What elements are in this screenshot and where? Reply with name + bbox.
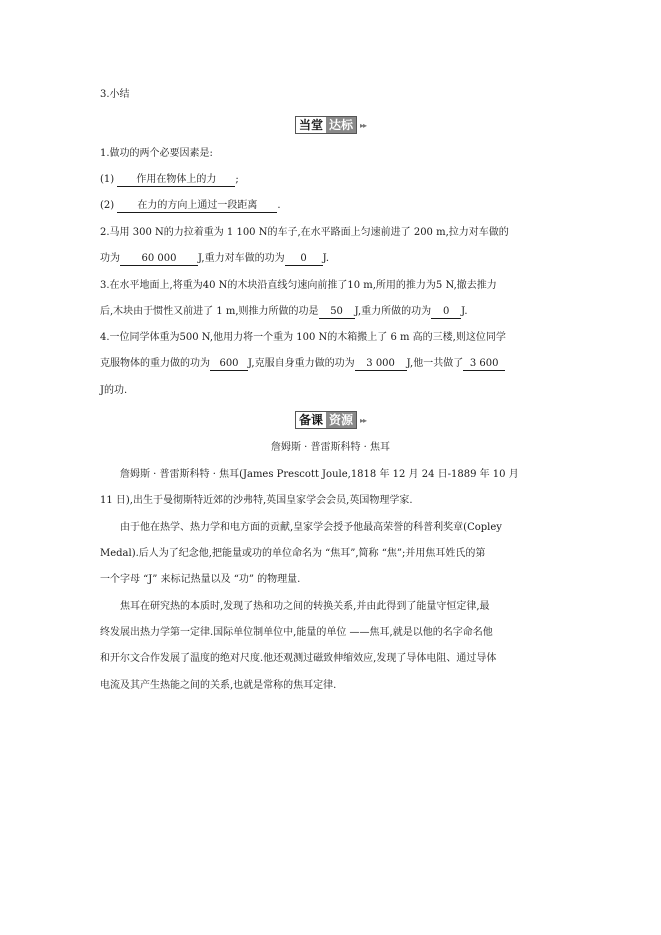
text-segment: J,克服自身重力做的功为 xyxy=(248,358,355,369)
paragraph-1-line-2: 11 日),出生于曼彻斯特近郊的沙弗特,英国皇家学会会员,英国物理学家. xyxy=(100,495,413,506)
text-segment: J. xyxy=(461,306,468,317)
text-segment: 功为 xyxy=(100,253,120,264)
question-3-line-1: 3.在水平地面上,将重为40 N的木块沿直线匀速向前推了10 m,所用的推力为5 N,撤去推力 xyxy=(100,280,497,291)
answer-blank: 50 xyxy=(319,306,355,319)
answer-blank: 作用在物体上的力 xyxy=(117,174,235,187)
banner-right-text: 达标 xyxy=(326,117,356,133)
part-label: (2) xyxy=(100,200,115,211)
answer-blank: 0 xyxy=(431,306,461,319)
banner-left-text: 备课 xyxy=(296,412,326,428)
answer-blank: 3 000 xyxy=(355,358,407,371)
punctuation: ; xyxy=(235,174,239,185)
banner-right-text: 资源 xyxy=(326,412,356,428)
paragraph-3-line-1: 焦耳在研究热的本质时,发现了热和功之间的转换关系,并由此得到了能量守恒定律,最 xyxy=(120,601,490,612)
question-1: 1.做功的两个必要因素是: xyxy=(100,148,213,159)
question-1-part-2 xyxy=(100,199,281,213)
text-segment: J,他一共做了 xyxy=(406,358,464,369)
question-4-line-3: J的功. xyxy=(100,385,128,396)
question-4-line-2 xyxy=(100,357,505,371)
paragraph-2-line-2: Medal).后人为了纪念他,把能量或功的单位命名为 “焦耳”,简称 “焦”;并用焦耳姓氏的第 xyxy=(100,548,486,559)
double-arrow-icon: ▸▸ xyxy=(360,415,367,425)
question-3-line-2 xyxy=(100,305,468,319)
double-arrow-icon: ▸▸ xyxy=(360,120,367,130)
paragraph-2-line-3: 一个字母 “J” 来标记热量以及 “功” 的物理量. xyxy=(100,574,301,585)
answer-blank: 在力的方向上通过一段距离 xyxy=(117,200,277,213)
text-segment: J. xyxy=(322,253,330,264)
paragraph-3-line-4: 电流及其产生热能之间的关系,也就是常称的焦耳定律. xyxy=(100,680,337,691)
answer-blank: 3 600 xyxy=(463,358,505,371)
text-segment: 后,木块由于惯性又前进了 1 m,则推力所做的功是 xyxy=(100,306,319,317)
paragraph-3-line-2: 终发展出热力学第一定律.国际单位制单位中,能量的单位 ——焦耳,就是以他的名字命名他 xyxy=(100,627,493,638)
answer-blank: 60 000 xyxy=(120,253,198,266)
question-4-line-1: 4.一位同学体重为500 N,他用力将一个重为 100 N的木箱搬上了 6 m 高的三楼,则这位同学 xyxy=(100,332,506,343)
banner-left-text: 当堂 xyxy=(296,117,326,133)
banner-lesson-resources xyxy=(0,411,661,429)
banner-classroom-check xyxy=(0,116,661,134)
paragraph-3-line-3: 和开尔文合作发展了温度的绝对尺度.他还观测过磁致伸缩效应,发现了导体电阻、通过导体 xyxy=(100,653,497,664)
question-2-line-2 xyxy=(100,252,329,266)
question-2-line-1: 2.马用 300 N的力拉着重为 1 100 N的车子,在水平路面上匀速前进了 200 m,拉力对车做的 xyxy=(100,227,509,238)
summary-heading: 3.小结 xyxy=(100,89,130,100)
text-segment: 克服物体的重力做的功为 xyxy=(100,358,210,369)
answer-blank: 600 xyxy=(210,358,248,371)
paragraph-2-line-1: 由于他在热学、热力学和电方面的贡献,皇家学会授予他最高荣誉的科普利奖章(Copley xyxy=(120,522,502,533)
paragraph-1-line-1: 詹姆斯 · 普雷斯科特 · 焦耳(James Prescott Joule,1818 年 12 月 24 日-1889 年 10 月 xyxy=(120,469,519,480)
text-segment: J,重力对车做的功为 xyxy=(198,253,285,264)
resource-title: 詹姆斯 · 普雷斯科特 · 焦耳 xyxy=(270,442,391,453)
part-label: (1) xyxy=(100,174,115,185)
answer-blank: 0 xyxy=(285,253,323,266)
text-segment: J,重力所做的功为 xyxy=(354,306,432,317)
punctuation: . xyxy=(277,200,281,211)
question-1-part-1 xyxy=(100,173,239,187)
